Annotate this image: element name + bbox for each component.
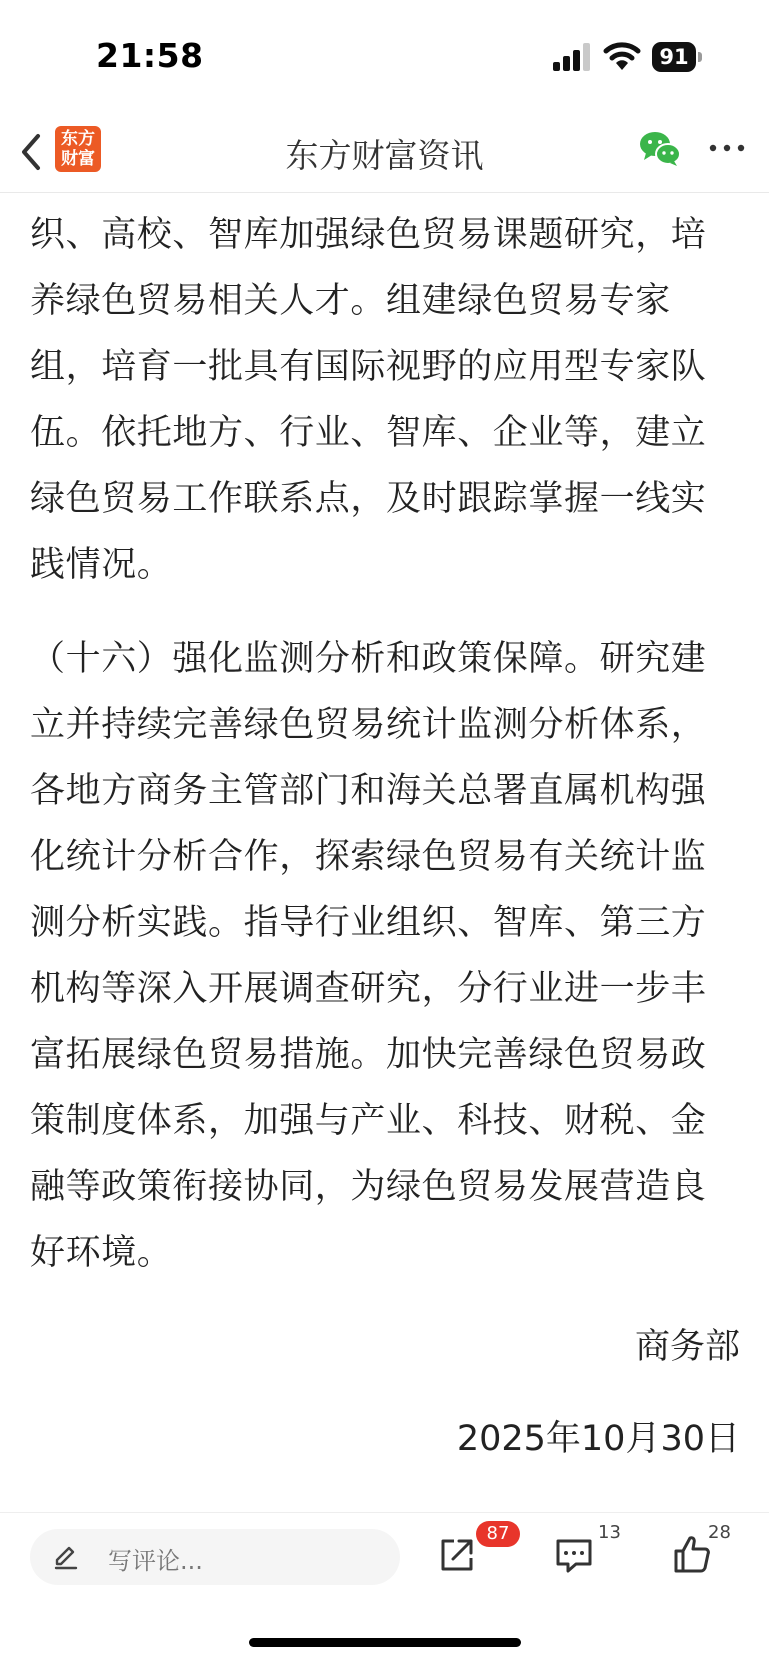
comment-bubble-icon[interactable]: [554, 1535, 594, 1575]
likes-count: 28: [708, 1522, 731, 1543]
comment-input[interactable]: [30, 1529, 400, 1585]
battery-icon: [652, 42, 702, 72]
article-body: [30, 192, 740, 1472]
article-signature: 商务部: [634, 1327, 740, 1367]
bottom-toolbar: [0, 1512, 769, 1613]
thumbs-up-icon[interactable]: [672, 1533, 712, 1575]
app-logo[interactable]: 东方财富: [55, 126, 101, 172]
share-icon[interactable]: [437, 1535, 477, 1575]
comments-count: 13: [598, 1522, 621, 1543]
back-chevron-icon[interactable]: [14, 128, 50, 176]
pencil-icon: [52, 1543, 80, 1571]
wifi-icon: [603, 40, 641, 72]
share-count-badge: 87: [476, 1521, 520, 1547]
wechat-share-icon[interactable]: [638, 128, 682, 168]
article-paragraph: （十六）强化监测分析和政策保障。研究建立并持续完善绿色贸易统计监测分析体系，各地方商务主管部门和海关总署直属机构强化统计分析合作，探索绿色贸易有关统计监测分析实践。指导行业组织、智库、第三方机构等深入开展调查研究，分行业进一步丰富拓展绿色贸易措施。加快完善绿色贸易政策制度体系，加强与产业、科技、财税、金融等政策衔接协同，为绿色贸易发展营造良好环境。: [30, 639, 707, 1273]
home-indicator: [249, 1638, 521, 1647]
nav-bar: [0, 112, 769, 193]
nav-title: 东方财富资讯: [285, 136, 484, 175]
more-options-icon[interactable]: [707, 138, 747, 158]
article-date: 2025年10月30日: [456, 1419, 740, 1459]
article-paragraph: 织、高校、智库加强绿色贸易课题研究，培养绿色贸易相关人才。组建绿色贸易专家组，培育一批具有国际视野的应用型专家队伍。依托地方、行业、智库、企业等，建立绿色贸易工作联系点，及时跟踪掌握一线实践情况。: [30, 215, 707, 585]
comment-placeholder: 写评论...: [108, 1547, 203, 1575]
status-bar: [0, 0, 769, 112]
battery-level: 91: [652, 42, 696, 72]
status-time: 21:58: [96, 36, 204, 75]
battery-cap: [698, 52, 702, 62]
cellular-signal-icon: [553, 43, 593, 71]
